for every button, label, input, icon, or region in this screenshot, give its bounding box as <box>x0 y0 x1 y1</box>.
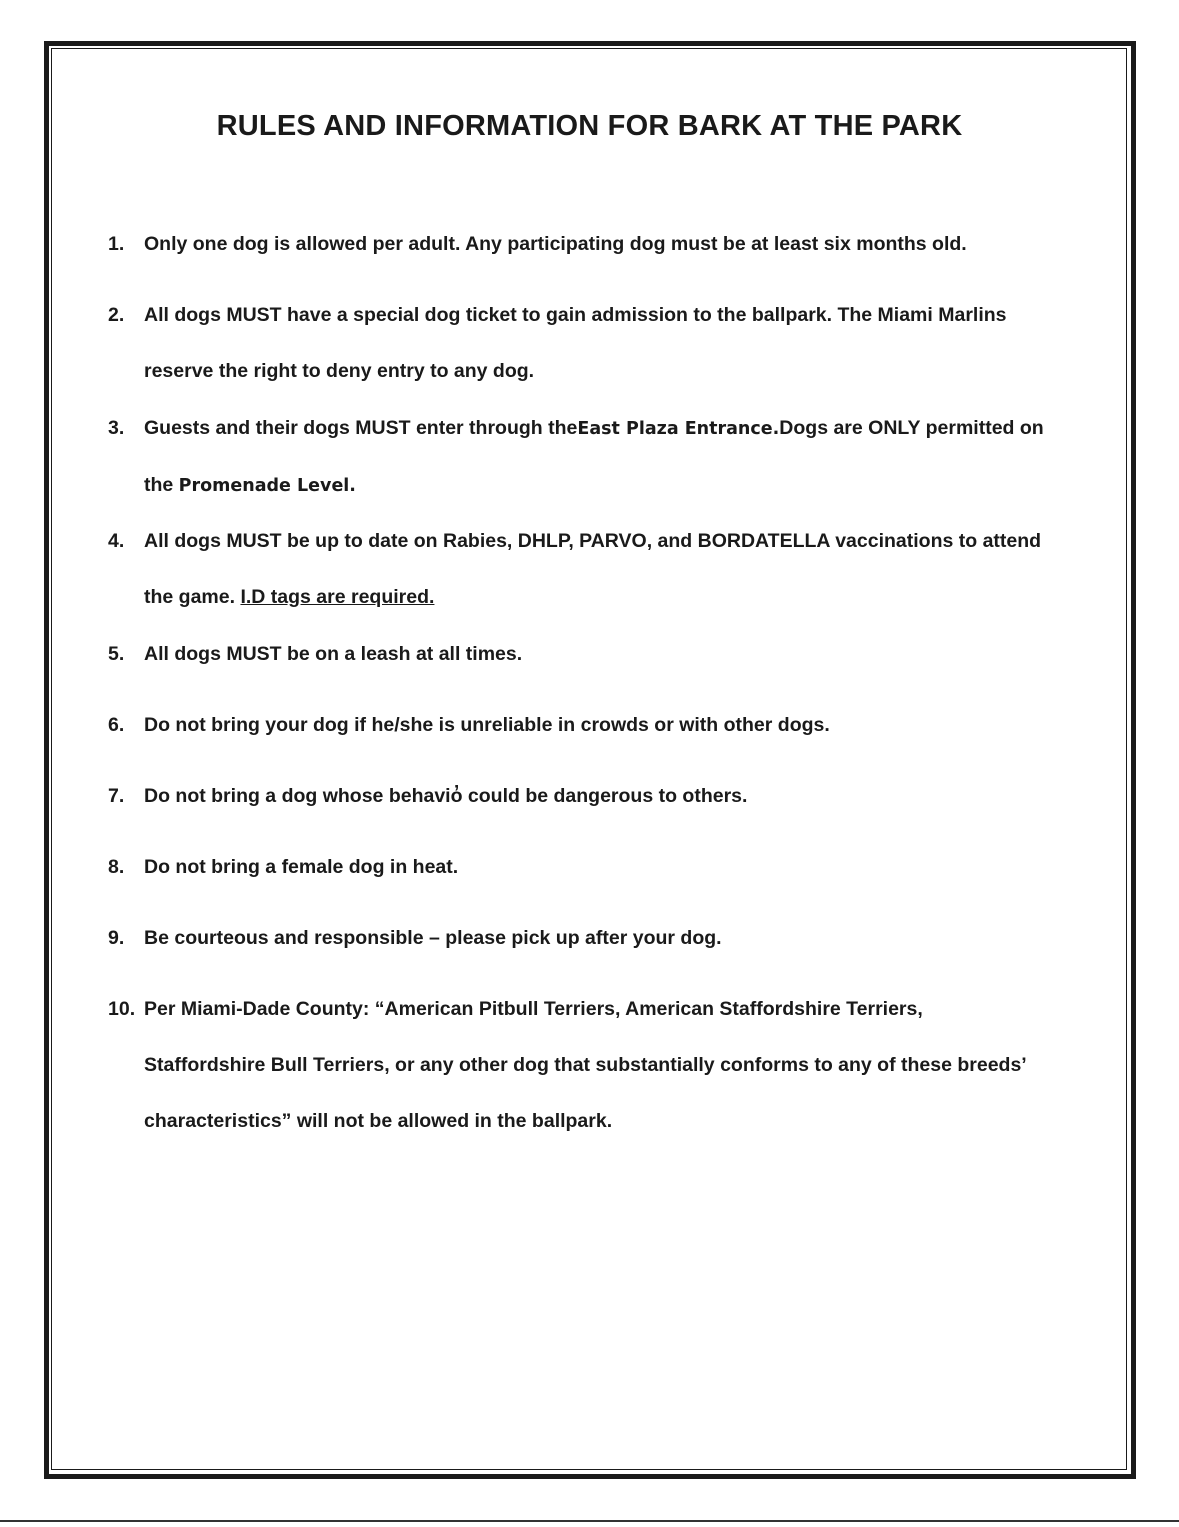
rule-item-6 <box>108 697 1108 753</box>
rule-text-line: Staffordshire Bull Terriers, or any other dog that substantially conforms to any of these breeds’ <box>144 1054 1027 1076</box>
rule-item-7 <box>108 768 1108 824</box>
rule-number: 9. <box>108 927 125 949</box>
rule-item-2 <box>108 287 1108 399</box>
rule-number: 8. <box>108 856 125 878</box>
rule-number: 2. <box>108 304 125 326</box>
rule-number: 3. <box>108 417 125 439</box>
rule-number: 5. <box>108 643 125 665</box>
rule-text <box>144 513 1108 625</box>
rule-text: Do not bring a female dog in heat. <box>144 856 459 878</box>
rule-text: Only one dog is allowed per adult. Any participating dog must be at least six months old. <box>144 233 967 255</box>
rule-number: 6. <box>108 714 125 736</box>
rule-text: Do not bring your dog if he/she is unreliable in crowds or with other dogs. <box>144 714 830 736</box>
rule-text-segment: the <box>144 474 179 496</box>
rule-item-9 <box>108 910 1108 966</box>
rule-text-line: reserve the right to deny entry to any dog. <box>144 360 535 382</box>
page-title: RULES AND INFORMATION FOR BARK AT THE PARK <box>216 110 963 142</box>
rule-text: All dogs MUST be on a leash at all times. <box>144 643 523 665</box>
rule-text-line: All dogs MUST have a special dog ticket to gain admission to the ballpark. The Miami Marlins <box>144 304 1007 326</box>
rule-item-10 <box>108 981 1108 1149</box>
rule-text-line: All dogs MUST be up to date on Rabies, DHLP, PARVO, and BORDATELLA vaccinations to attend <box>144 530 1042 552</box>
rule-text: Be courteous and responsible – please pick up after your dog. <box>144 927 722 949</box>
id-tags-note: I.D tags are required. <box>240 586 435 608</box>
rule-number: 1. <box>108 233 125 255</box>
rule-text-line: Per Miami-Dade County: “American Pitbull Terriers, American Staffordshire Terriers, <box>144 998 923 1020</box>
rule-item-8 <box>108 839 1108 895</box>
rule-number: 4. <box>108 530 125 552</box>
level-name: Promenade Level. <box>178 476 356 496</box>
rule-item-1 <box>108 216 1108 272</box>
rule-text <box>144 981 1108 1149</box>
bottom-rule <box>0 1520 1179 1522</box>
entrance-name: East Plaza Entrance. <box>577 419 780 439</box>
rule-text <box>144 287 1108 399</box>
rule-text-segment: the game. <box>144 586 241 608</box>
rule-text: Do not bring a dog whose behavio̓ could be dangerous to others. <box>144 785 748 807</box>
rule-text-segment: Guests and their dogs MUST enter through the <box>144 417 578 439</box>
rule-item-3 <box>108 400 1108 514</box>
rule-text-line: characteristics” will not be allowed in the ballpark. <box>144 1110 613 1132</box>
rule-number: 7. <box>108 785 125 807</box>
rule-number: 10. <box>108 998 136 1020</box>
rule-text <box>144 400 1108 514</box>
rule-item-4 <box>108 513 1108 625</box>
rule-item-5 <box>108 626 1108 682</box>
rule-text-segment: Dogs are ONLY permitted on <box>779 417 1044 439</box>
